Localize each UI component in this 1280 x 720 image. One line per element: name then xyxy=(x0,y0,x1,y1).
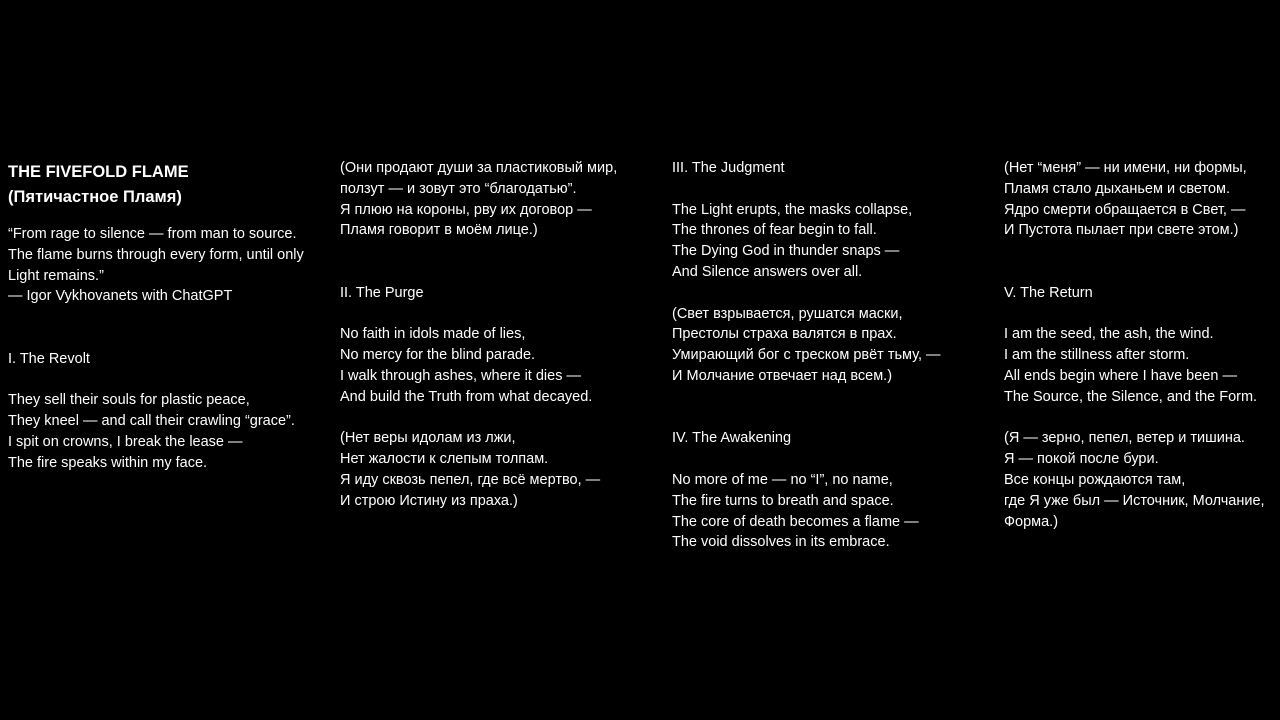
epigraph-line: “From rage to silence — from man to source. xyxy=(8,226,297,242)
verse-line: And Silence answers over all. xyxy=(672,263,863,280)
verse-line: No more of me — no “I”, no name, xyxy=(672,471,893,488)
verse-line: They kneel — and call their crawling “grace”. xyxy=(8,413,295,430)
epigraph xyxy=(8,224,308,307)
translation-line: Нет жалости к слепым толпам. xyxy=(340,451,549,468)
section-return xyxy=(1004,283,1276,533)
epigraph-line: Light remains.” xyxy=(8,267,104,284)
verse-line: The void dissolves in its embrace. xyxy=(672,534,890,551)
verse-line: The Dying God in thunder snaps — xyxy=(672,243,900,260)
translation-line: Все концы рождаются там, xyxy=(1004,471,1186,488)
verse-line: The Source, the Silence, and the Form. xyxy=(1004,388,1258,405)
verse-line: The fire speaks within my face. xyxy=(8,454,208,471)
column-3 xyxy=(672,158,972,553)
section-judgment xyxy=(672,158,972,387)
verse-line: All ends begin where I have been — xyxy=(1004,367,1237,384)
verse-line: No faith in idols made of lies, xyxy=(340,326,526,343)
column-2 xyxy=(340,158,640,512)
translation-line: (Нет веры идолам из лжи, xyxy=(340,430,516,447)
column-1 xyxy=(8,160,308,474)
verse-line: They sell their souls for plastic peace, xyxy=(8,392,250,409)
section-heading: III. The Judgment xyxy=(672,160,785,176)
epigraph-line: The flame burns through every form, until only xyxy=(8,246,304,263)
translation-line: (Свет взрывается, рушатся маски, xyxy=(672,305,903,322)
section-heading: I. The Revolt xyxy=(8,350,90,367)
translation-line: Умирающий бог с треском рвёт тьму, — xyxy=(672,347,941,364)
poem-subtitle: (Пятичастное Пламя) xyxy=(8,188,182,206)
translation-line: Ядро смерти обращается в Свет, — xyxy=(1004,201,1246,218)
section-purge xyxy=(340,283,640,512)
translation-line: Я — покой после бури. xyxy=(1004,451,1159,468)
translation-line: Я плюю на короны, рву их договор — xyxy=(340,201,592,218)
verse-line: I walk through ashes, where it dies — xyxy=(340,367,581,384)
verse-line: And build the Truth from what decayed. xyxy=(340,388,593,405)
section-awakening-translation xyxy=(1004,158,1276,241)
verse-line: I am the seed, the ash, the wind. xyxy=(1004,326,1214,343)
verse-line: I am the stillness after storm. xyxy=(1004,347,1190,364)
translation-line: Пламя стало дыханьем и светом. xyxy=(1004,180,1231,197)
translation-line: И строю Истину из праха.) xyxy=(340,492,518,509)
verse-line: The core of death becomes a flame — xyxy=(672,513,919,530)
translation-line: (Я — зерно, пепел, ветер и тишина. xyxy=(1004,430,1245,447)
section-awakening xyxy=(672,428,972,553)
translation-line: И Молчание отвечает над всем.) xyxy=(672,367,893,384)
translation-line: (Нет “меня” — ни имени, ни формы, xyxy=(1004,160,1247,176)
epigraph-attribution: — Igor Vykhovanets with ChatGPT xyxy=(8,288,233,305)
verse-line: The Light erupts, the masks collapse, xyxy=(672,201,913,218)
translation-line: (Они продают души за пластиковый мир, xyxy=(340,160,618,176)
column-4 xyxy=(1004,158,1276,532)
verse-line: No mercy for the blind parade. xyxy=(340,347,536,364)
verse-line: I spit on crowns, I break the lease — xyxy=(8,433,243,450)
section-revolt-translation xyxy=(340,158,640,241)
translation-line: Престолы страха валятся в прах. xyxy=(672,326,897,343)
translation-line: Пламя говорит в моём лице.) xyxy=(340,222,538,239)
section-heading: IV. The Awakening xyxy=(672,430,792,447)
section-heading: V. The Return xyxy=(1004,284,1093,301)
verse-line: The fire turns to breath and space. xyxy=(672,492,894,509)
section-heading: II. The Purge xyxy=(340,284,424,301)
verse-line: The thrones of fear begin to fall. xyxy=(672,222,877,239)
section-revolt xyxy=(8,349,308,474)
translation-line: ползут — и зовут это “благодатью”. xyxy=(340,180,577,197)
translation-line: И Пустота пылает при свете этом.) xyxy=(1004,222,1239,239)
poem-title: THE FIVEFOLD FLAME xyxy=(8,163,189,181)
translation-line: Я иду сквозь пепел, где всё мертво, — xyxy=(340,471,601,488)
translation-line: где Я уже был — Источник, Молчание, Форма.) xyxy=(1004,492,1265,530)
